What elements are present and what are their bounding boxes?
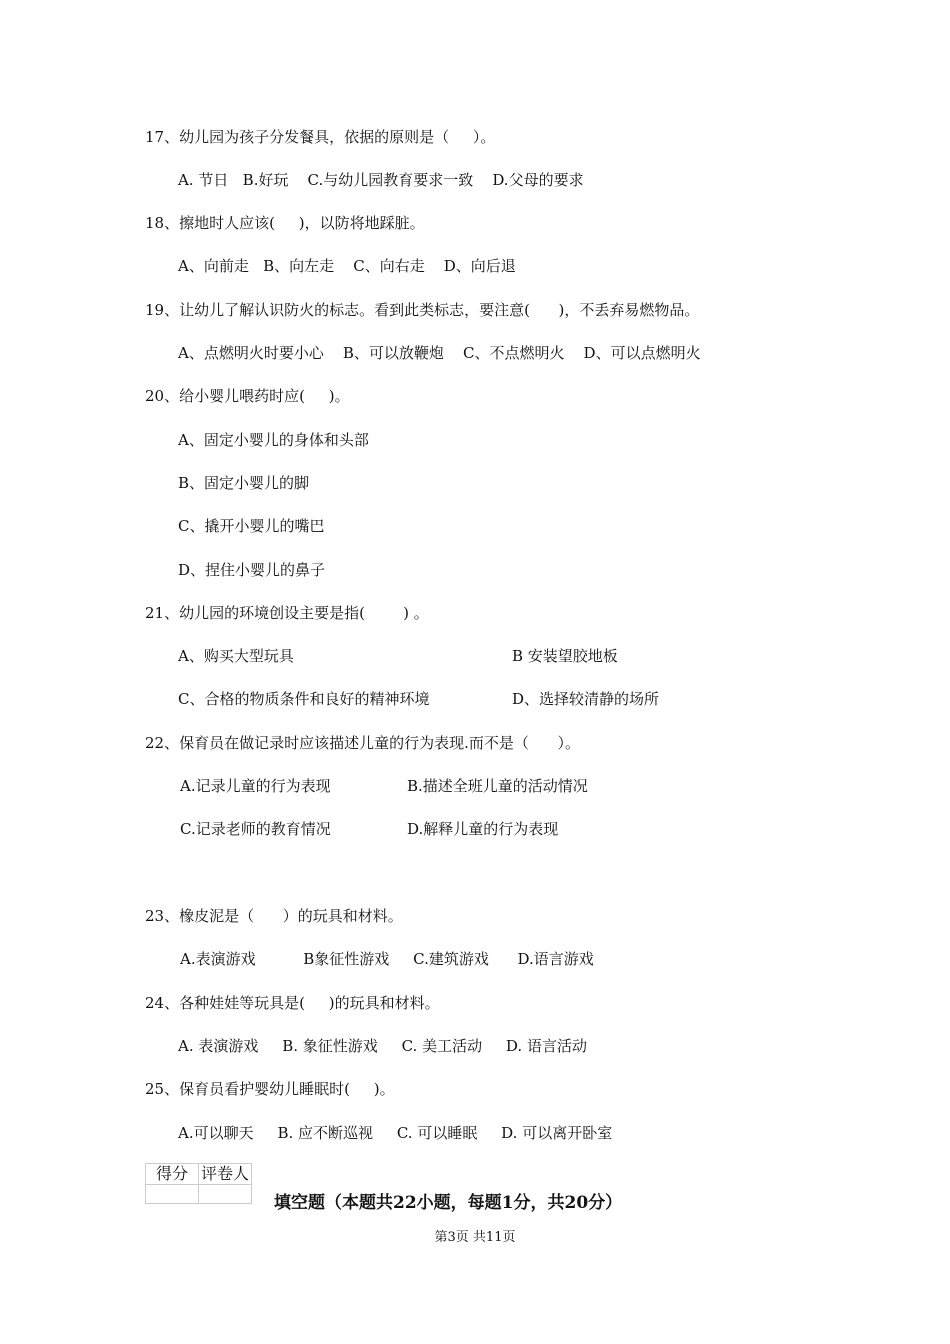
question-23-options: A.表演游戏 B象征性游戏 C.建筑游戏 D.语言游戏 [180,950,594,968]
question-21-option-d: D、选择较清静的场所 [512,690,660,708]
question-21-option-b: B 安装望胶地板 [512,647,618,665]
question-24-options: A. 表演游戏 B. 象征性游戏 C. 美工活动 D. 语言活动 [178,1037,587,1055]
question-20-option-b: B、固定小婴儿的脚 [178,474,310,492]
grader-cell [199,1185,252,1204]
question-22-option-a: A.记录儿童的行为表现 [180,777,331,795]
question-19: 19、让幼儿了解认识防火的标志。看到此类标志，要注意( )，不丢弃易燃物品。 [145,301,700,319]
page-footer: 第3页 共11页 [434,1230,516,1245]
question-17: 17、幼儿园为孩子分发餐具，依据的原则是（ ）。 [145,128,496,146]
question-21-option-c: C、合格的物质条件和良好的精神环境 [178,690,430,708]
question-21: 21、幼儿园的环境创设主要是指( ) 。 [145,604,429,622]
question-18: 18、擦地时人应该( )，以防将地踩脏。 [145,214,425,232]
question-25-options: A.可以聊天 B. 应不断巡视 C. 可以睡眠 D. 可以离开卧室 [178,1124,613,1142]
question-23: 23、橡皮泥是（ ）的玩具和材料。 [145,907,403,925]
score-label: 得分 [146,1164,199,1185]
question-17-options: A. 节日 B.好玩 C.与幼儿园教育要求一致 D.父母的要求 [178,171,584,189]
score-box [145,1163,252,1204]
question-18-options: A、向前走 B、向左走 C、向右走 D、向后退 [178,257,516,275]
question-22-option-c: C.记录老师的教育情况 [180,820,331,838]
question-25: 25、保育员看护婴幼儿睡眠时( )。 [145,1080,395,1098]
section-title: 填空题（本题共22小题，每题1分，共20分） [274,1193,623,1213]
question-22-option-b: B.描述全班儿童的活动情况 [407,777,588,795]
score-cell [146,1185,199,1204]
grader-label: 评卷人 [199,1164,252,1185]
question-21-option-a: A、购买大型玩具 [178,647,294,665]
question-22: 22、保育员在做记录时应该描述儿童的行为表现.而不是（ ）。 [145,734,580,752]
question-20-option-c: C、撬开小婴儿的嘴巴 [178,517,325,535]
question-20-option-d: D、捏住小婴儿的鼻子 [178,561,326,579]
question-20-option-a: A、固定小婴儿的身体和头部 [178,431,369,449]
question-20: 20、给小婴儿喂药时应( )。 [145,387,350,405]
question-22-option-d: D.解释儿童的行为表现 [407,820,559,838]
question-24: 24、各种娃娃等玩具是( )的玩具和材料。 [145,994,440,1012]
question-19-options: A、点燃明火时要小心 B、可以放鞭炮 C、不点燃明火 D、可以点燃明火 [178,344,701,362]
